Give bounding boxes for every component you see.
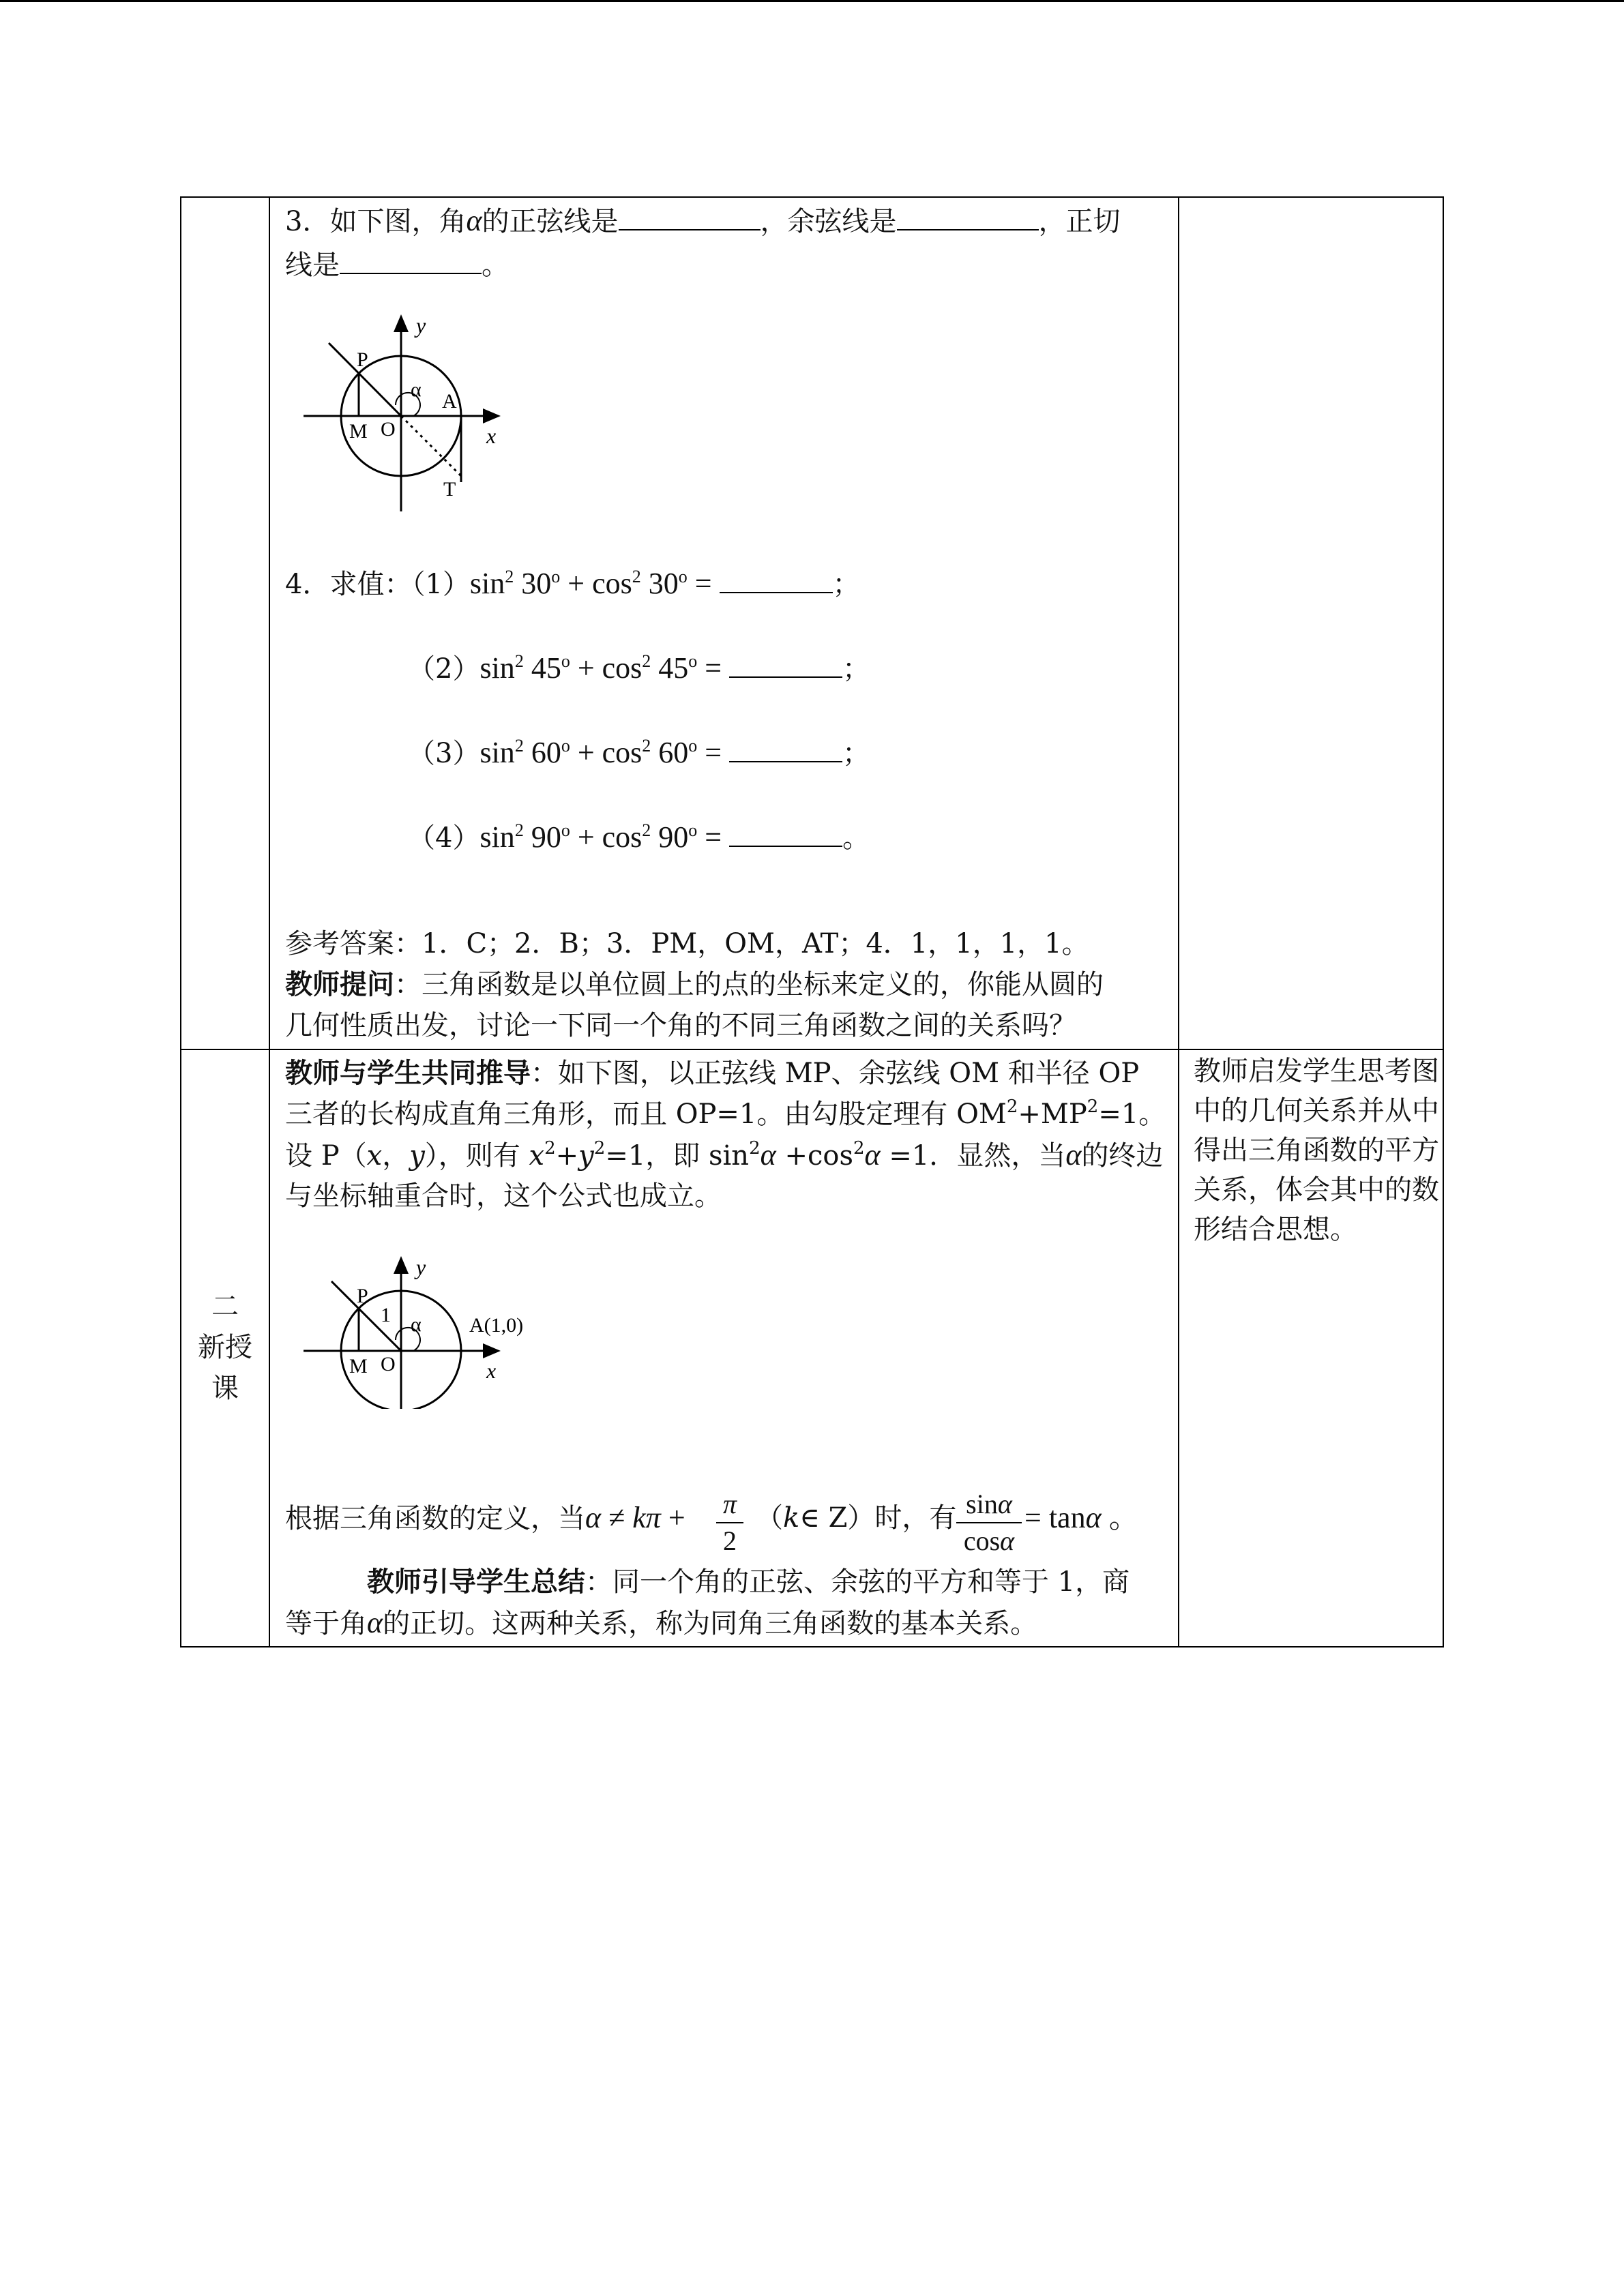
derive-line1: 教师与学生共同推导：如下图，以正弦线 MP、余弦线 OM 和半径 OP — [285, 1057, 1140, 1089]
stage-number: 二 — [211, 1291, 239, 1322]
unit-circle-figure-1 — [293, 303, 525, 522]
fig2-label-y: y — [416, 1255, 426, 1279]
q3-line1: 3．如下图，角α的正弦线是 ，余弦线是 ，正切 — [285, 199, 1121, 242]
definition-tan: = tanα 。 — [1024, 1501, 1139, 1534]
stage-label-line2: 课 — [211, 1373, 239, 1404]
fig1-label-T: T — [443, 478, 456, 501]
fig1-label-x: x — [486, 423, 497, 448]
fig2-label-O: O — [381, 1353, 396, 1375]
definition-condition: （k∈ Z）时，有 — [756, 1502, 957, 1534]
reference-answers: 参考答案：1．C；2．B；3．PM，OM，AT；4．1，1，1，1。 — [285, 928, 1089, 959]
col-divider-2 — [1178, 196, 1179, 1648]
page-top-border — [0, 0, 1624, 2]
q4-item-2: $(2)\sin^2$ $45^o + \cos^2 45^o$ = ； — [408, 646, 870, 693]
fig1-label-alpha: α — [411, 378, 422, 401]
derive-line3: 设 P（x，y），则有 $x^2+y^2=1$，即 $\sin^2\alpha +\cos^2\alpha =1$．显然，当α的终边 — [285, 1138, 1164, 1172]
derive-line4: 与坐标轴重合时，这个公式也成立。 — [285, 1180, 722, 1212]
fraction-sin-over-cos: sinα cosα — [956, 1487, 1022, 1559]
fig2-label-M: M — [349, 1355, 368, 1377]
derive-line2: 三者的长构成直角三角形，而且 OP=1。由勾股定理有 $OM^2+MP^2=1$。 — [285, 1097, 1166, 1130]
definition-line: 根据三角函数的定义，当α ≠ kπ + — [285, 1501, 685, 1534]
fig1-label-y: y — [416, 313, 426, 338]
q4-item-3: $(3)\sin^2$ $60^o + \cos^2 60^o$ = ； — [408, 731, 870, 777]
fig2-label-1: 1 — [381, 1304, 391, 1326]
design-intent-note: 教师启发学生思考图中的几何关系并从中得出三角函数的平方关系，体会其中的数形结合思想。 — [1194, 1056, 1439, 1245]
fig1-label-O: O — [381, 418, 396, 441]
fig2-label-alpha: α — [411, 1313, 422, 1336]
stage-label-line1: 新授 — [198, 1332, 252, 1363]
teacher-question-line1: 教师提问：三角函数是以单位圆上的点的坐标来定义的，你能从圆的 — [285, 968, 1104, 1000]
fig2-label-P: P — [357, 1285, 368, 1307]
q4-item-4: $(4)\sin^2$ $90^o + \cos^2 90^o$ = 。 — [408, 816, 870, 862]
fig1-label-A: A — [442, 390, 457, 413]
fraction-pi-over-2: π 2 — [716, 1487, 743, 1559]
summary-line2: 等于角α的正切。这两种关系，称为同角三角函数的基本关系。 — [285, 1606, 1038, 1639]
col-divider-1 — [269, 196, 270, 1648]
fig1-label-M: M — [349, 420, 368, 443]
teacher-question-line2: 几何性质出发，讨论一下同一个角的不同三角函数之间的关系吗？ — [285, 1010, 1076, 1041]
row-divider — [180, 1049, 1444, 1050]
summary-line1: 教师引导学生总结：同一个角的正弦、余弦的平方和等于 1，商 — [367, 1566, 1130, 1598]
fig2-label-x: x — [486, 1358, 497, 1383]
fig1-label-P: P — [357, 348, 368, 371]
unit-circle-figure-2 — [293, 1245, 552, 1409]
q4-item-1: 4．求值：$(1)\sin^2$ $30^o + \cos^2 30^o$ = ； — [285, 562, 860, 608]
fig2-label-A: A(1,0) — [469, 1314, 524, 1337]
q3-line2: 线是 。 — [285, 243, 509, 286]
